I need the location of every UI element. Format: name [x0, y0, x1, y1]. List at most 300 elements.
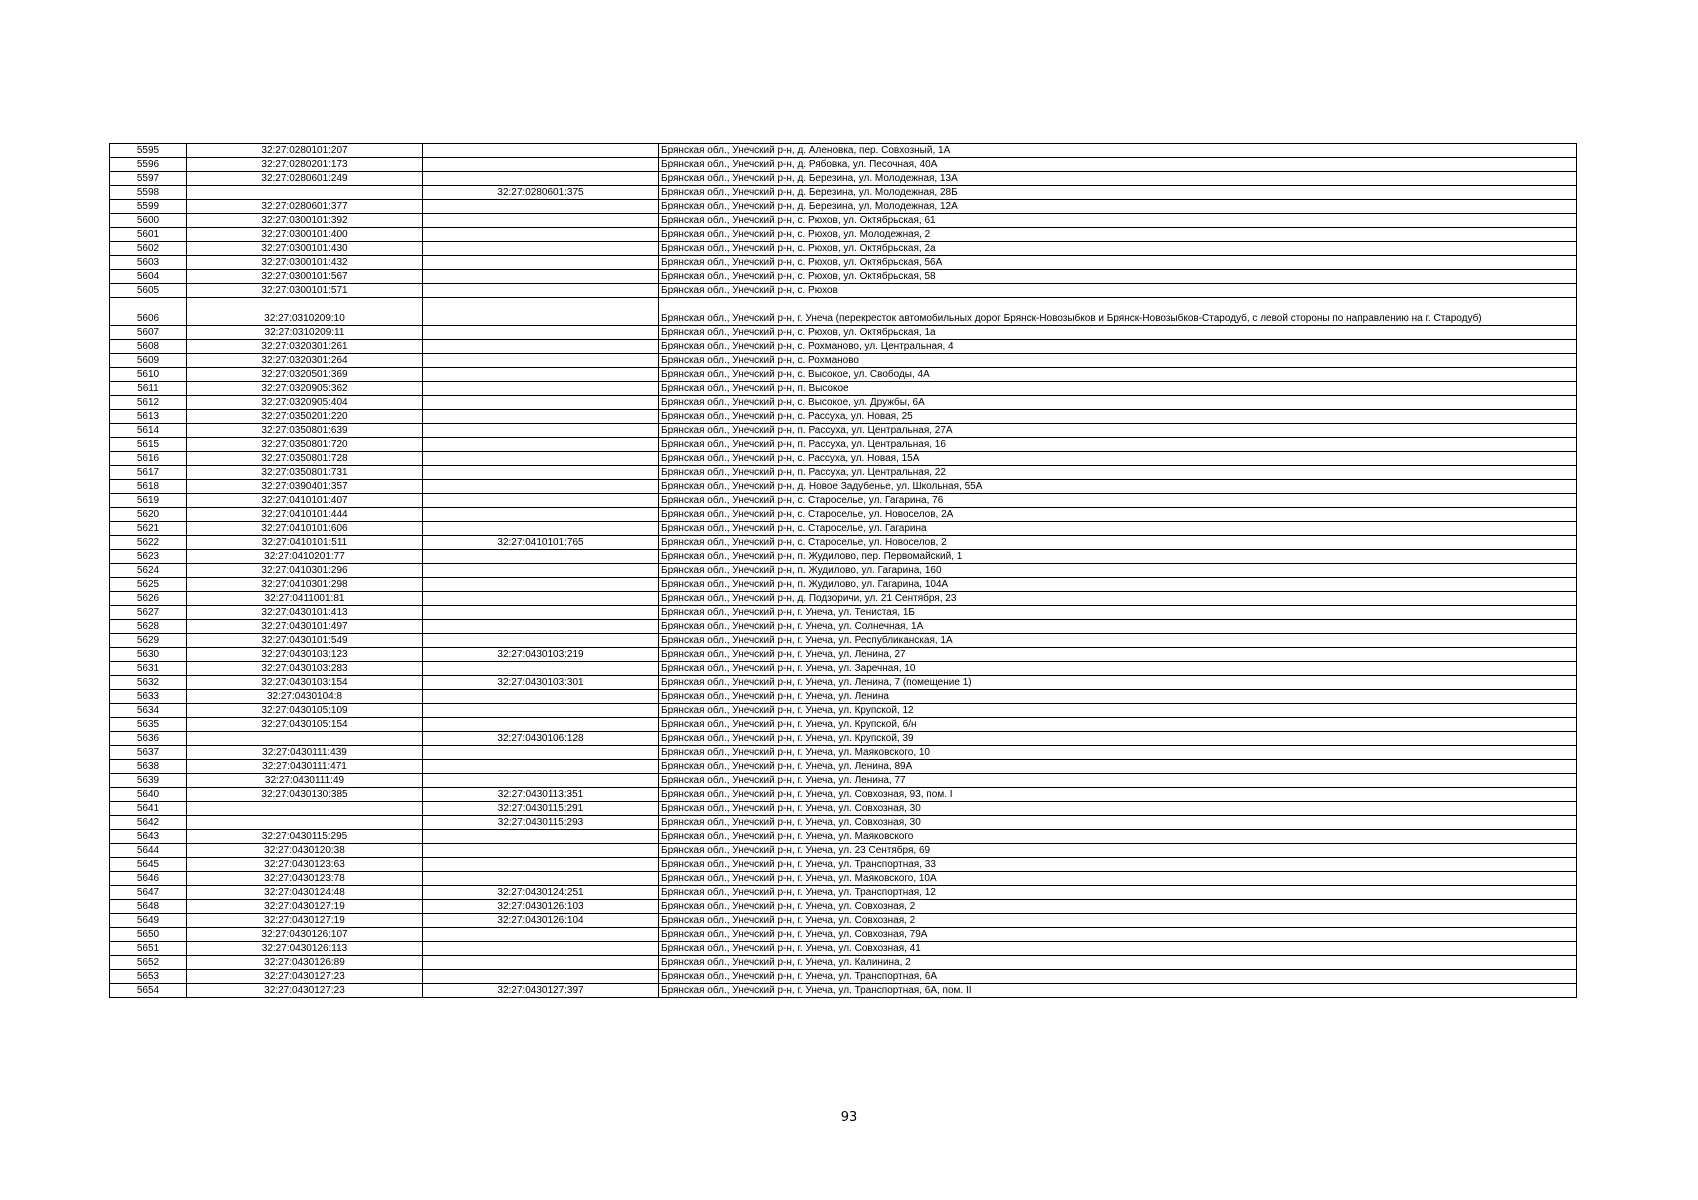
row-number-cell: 5650 — [110, 928, 187, 942]
row-number-cell: 5618 — [110, 480, 187, 494]
table-row — [110, 438, 1577, 452]
table-row — [110, 774, 1577, 788]
row-number-cell: 5642 — [110, 816, 187, 830]
table-row — [110, 718, 1577, 732]
address-cell: Брянская обл., Унечский р-н, г. Унеча, ул. Ленина, 89А — [659, 760, 1577, 774]
row-number-cell: 5612 — [110, 396, 187, 410]
related-cadastral-number-cell — [423, 760, 659, 774]
table-row — [110, 242, 1577, 256]
cadastral-number-cell: 32:27:0320501:369 — [187, 368, 423, 382]
cadastral-number-cell: 32:27:0430101:413 — [187, 606, 423, 620]
related-cadastral-number-cell — [423, 662, 659, 676]
cadastral-number-cell: 32:27:0430111:471 — [187, 760, 423, 774]
cadastral-number-cell: 32:27:0411001:81 — [187, 592, 423, 606]
row-number-cell: 5595 — [110, 144, 187, 158]
related-cadastral-number-cell — [423, 634, 659, 648]
related-cadastral-number-cell: 32:27:0430103:219 — [423, 648, 659, 662]
cadastral-number-cell: 32:27:0430123:78 — [187, 872, 423, 886]
address-cell: Брянская обл., Унечский р-н, г. Унеча, ул. Калинина, 2 — [659, 956, 1577, 970]
cadastral-number-cell: 32:27:0350801:720 — [187, 438, 423, 452]
related-cadastral-number-cell: 32:27:0430126:103 — [423, 900, 659, 914]
row-number-cell: 5601 — [110, 228, 187, 242]
cadastral-number-cell — [187, 816, 423, 830]
row-number-cell: 5609 — [110, 354, 187, 368]
table-row — [110, 172, 1577, 186]
table-row — [110, 564, 1577, 578]
table-row — [110, 970, 1577, 984]
row-number-cell: 5620 — [110, 508, 187, 522]
cadastral-number-cell: 32:27:0310209:10 — [187, 298, 423, 326]
cadastral-number-cell: 32:27:0430105:154 — [187, 718, 423, 732]
cadastral-number-cell — [187, 802, 423, 816]
address-cell: Брянская обл., Унечский р-н, с. Рюхов, ул. Октябрьская, 58 — [659, 270, 1577, 284]
table-row — [110, 620, 1577, 634]
address-cell: Брянская обл., Унечский р-н, с. Староселье, ул. Новоселов, 2 — [659, 536, 1577, 550]
address-cell: Брянская обл., Унечский р-н, г. Унеча, ул. 23 Сентября, 69 — [659, 844, 1577, 858]
cadastral-number-cell: 32:27:0300101:400 — [187, 228, 423, 242]
table-row — [110, 648, 1577, 662]
related-cadastral-number-cell — [423, 410, 659, 424]
row-number-cell: 5603 — [110, 256, 187, 270]
table-row — [110, 928, 1577, 942]
address-cell: Брянская обл., Унечский р-н, г. Унеча, ул. Транспортная, 33 — [659, 858, 1577, 872]
address-cell: Брянская обл., Унечский р-н, г. Унеча, ул. Солнечная, 1А — [659, 620, 1577, 634]
row-number-cell: 5606 — [110, 298, 187, 326]
row-number-cell: 5621 — [110, 522, 187, 536]
address-cell: Брянская обл., Унечский р-н, г. Унеча, ул. Заречная, 10 — [659, 662, 1577, 676]
row-number-cell: 5639 — [110, 774, 187, 788]
table-row — [110, 802, 1577, 816]
related-cadastral-number-cell: 32:27:0430103:301 — [423, 676, 659, 690]
related-cadastral-number-cell: 32:27:0280601:375 — [423, 186, 659, 200]
table-row — [110, 704, 1577, 718]
property-table-body — [110, 144, 1577, 998]
address-cell: Брянская обл., Унечский р-н, г. Унеча, ул. Крупской, б/н — [659, 718, 1577, 732]
cadastral-number-cell: 32:27:0410101:606 — [187, 522, 423, 536]
table-row — [110, 578, 1577, 592]
address-cell: Брянская обл., Унечский р-н, г. Унеча, ул. Совхозная, 41 — [659, 942, 1577, 956]
cadastral-number-cell: 32:27:0410101:407 — [187, 494, 423, 508]
related-cadastral-number-cell — [423, 340, 659, 354]
related-cadastral-number-cell — [423, 942, 659, 956]
row-number-cell: 5628 — [110, 620, 187, 634]
table-row — [110, 480, 1577, 494]
address-cell: Брянская обл., Унечский р-н, д. Березина, ул. Молодежная, 12А — [659, 200, 1577, 214]
row-number-cell: 5619 — [110, 494, 187, 508]
address-cell: Брянская обл., Унечский р-н, г. Унеча, ул. Ленина, 27 — [659, 648, 1577, 662]
table-row — [110, 592, 1577, 606]
address-cell: Брянская обл., Унечский р-н, г. Унеча, ул. Транспортная, 6А — [659, 970, 1577, 984]
table-row — [110, 508, 1577, 522]
table-row — [110, 690, 1577, 704]
table-row — [110, 872, 1577, 886]
table-row — [110, 256, 1577, 270]
address-cell: Брянская обл., Унечский р-н, п. Высокое — [659, 382, 1577, 396]
related-cadastral-number-cell — [423, 522, 659, 536]
related-cadastral-number-cell: 32:27:0430106:128 — [423, 732, 659, 746]
table-row — [110, 732, 1577, 746]
related-cadastral-number-cell — [423, 690, 659, 704]
address-cell: Брянская обл., Унечский р-н, п. Рассуха, ул. Центральная, 27А — [659, 424, 1577, 438]
address-cell: Брянская обл., Унечский р-н, с. Рюхов, ул. Октябрьская, 56А — [659, 256, 1577, 270]
address-cell: Брянская обл., Унечский р-н, г. Унеча, ул. Совхозная, 2 — [659, 914, 1577, 928]
cadastral-number-cell: 32:27:0430123:63 — [187, 858, 423, 872]
address-cell: Брянская обл., Унечский р-н, с. Рохманово — [659, 354, 1577, 368]
address-cell: Брянская обл., Унечский р-н, с. Рюхов, ул. Октябрьская, 2а — [659, 242, 1577, 256]
address-cell: Брянская обл., Унечский р-н, г. Унеча, ул. Тенистая, 1Б — [659, 606, 1577, 620]
cadastral-number-cell: 32:27:0430127:23 — [187, 984, 423, 998]
cadastral-number-cell: 32:27:0430120:38 — [187, 844, 423, 858]
address-cell: Брянская обл., Унечский р-н, с. Рассуха, ул. Новая, 15А — [659, 452, 1577, 466]
related-cadastral-number-cell — [423, 270, 659, 284]
related-cadastral-number-cell — [423, 774, 659, 788]
table-row — [110, 144, 1577, 158]
cadastral-number-cell: 32:27:0320301:264 — [187, 354, 423, 368]
table-row — [110, 340, 1577, 354]
related-cadastral-number-cell — [423, 872, 659, 886]
table-row — [110, 158, 1577, 172]
row-number-cell: 5615 — [110, 438, 187, 452]
address-cell: Брянская обл., Унечский р-н, д. Березина, ул. Молодежная, 28Б — [659, 186, 1577, 200]
row-number-cell: 5640 — [110, 788, 187, 802]
table-row — [110, 382, 1577, 396]
address-cell: Брянская обл., Унечский р-н, п. Жудилово, пер. Первомайский, 1 — [659, 550, 1577, 564]
related-cadastral-number-cell: 32:27:0430126:104 — [423, 914, 659, 928]
table-row — [110, 760, 1577, 774]
cadastral-number-cell: 32:27:0430130:385 — [187, 788, 423, 802]
table-row — [110, 788, 1577, 802]
cadastral-number-cell: 32:27:0350201:220 — [187, 410, 423, 424]
table-row — [110, 676, 1577, 690]
related-cadastral-number-cell — [423, 718, 659, 732]
cadastral-number-cell: 32:27:0410101:511 — [187, 536, 423, 550]
address-cell: Брянская обл., Унечский р-н, п. Рассуха, ул. Центральная, 22 — [659, 466, 1577, 480]
address-cell: Брянская обл., Унечский р-н, с. Рюхов, ул. Октябрьская, 1а — [659, 326, 1577, 340]
cadastral-number-cell: 32:27:0430103:283 — [187, 662, 423, 676]
row-number-cell: 5630 — [110, 648, 187, 662]
related-cadastral-number-cell — [423, 844, 659, 858]
address-cell: Брянская обл., Унечский р-н, г. Унеча, ул. Республиканская, 1А — [659, 634, 1577, 648]
table-row — [110, 844, 1577, 858]
row-number-cell: 5614 — [110, 424, 187, 438]
address-cell: Брянская обл., Унечский р-н, г. Унеча, ул. Совхозная, 79А — [659, 928, 1577, 942]
address-cell: Брянская обл., Унечский р-н, г. Унеча, ул. Крупской, 39 — [659, 732, 1577, 746]
table-row — [110, 270, 1577, 284]
cadastral-number-cell: 32:27:0300101:567 — [187, 270, 423, 284]
related-cadastral-number-cell — [423, 284, 659, 298]
row-number-cell: 5652 — [110, 956, 187, 970]
related-cadastral-number-cell — [423, 354, 659, 368]
related-cadastral-number-cell — [423, 214, 659, 228]
property-table — [109, 143, 1577, 998]
row-number-cell: 5635 — [110, 718, 187, 732]
cadastral-number-cell: 32:27:0350801:731 — [187, 466, 423, 480]
address-cell: Брянская обл., Унечский р-н, с. Староселье, ул. Гагарина, 76 — [659, 494, 1577, 508]
cadastral-number-cell — [187, 186, 423, 200]
address-cell: Брянская обл., Унечский р-н, с. Рюхов, ул. Октябрьская, 61 — [659, 214, 1577, 228]
table-row — [110, 886, 1577, 900]
row-number-cell: 5644 — [110, 844, 187, 858]
address-cell: Брянская обл., Унечский р-н, г. Унеча, ул. Ленина, 7 (помещение 1) — [659, 676, 1577, 690]
row-number-cell: 5651 — [110, 942, 187, 956]
cadastral-number-cell: 32:27:0300101:571 — [187, 284, 423, 298]
address-cell: Брянская обл., Унечский р-н, д. Новое Задубенье, ул. Школьная, 55А — [659, 480, 1577, 494]
cadastral-number-cell: 32:27:0410301:296 — [187, 564, 423, 578]
address-cell: Брянская обл., Унечский р-н, г. Унеча, ул. Ленина, 77 — [659, 774, 1577, 788]
row-number-cell: 5608 — [110, 340, 187, 354]
table-row — [110, 396, 1577, 410]
table-row — [110, 214, 1577, 228]
row-number-cell: 5617 — [110, 466, 187, 480]
cadastral-number-cell: 32:27:0430111:439 — [187, 746, 423, 760]
row-number-cell: 5631 — [110, 662, 187, 676]
related-cadastral-number-cell — [423, 858, 659, 872]
cadastral-number-cell: 32:27:0310209:11 — [187, 326, 423, 340]
cadastral-number-cell: 32:27:0350801:639 — [187, 424, 423, 438]
address-cell: Брянская обл., Унечский р-н, п. Жудилово, ул. Гагарина, 160 — [659, 564, 1577, 578]
table-row — [110, 984, 1577, 998]
cadastral-number-cell: 32:27:0430103:123 — [187, 648, 423, 662]
address-cell: Брянская обл., Унечский р-н, г. Унеча, ул. Маяковского — [659, 830, 1577, 844]
cadastral-number-cell: 32:27:0430111:49 — [187, 774, 423, 788]
table-row — [110, 522, 1577, 536]
related-cadastral-number-cell — [423, 480, 659, 494]
table-row — [110, 284, 1577, 298]
address-cell: Брянская обл., Унечский р-н, г. Унеча, ул. Ленина — [659, 690, 1577, 704]
address-cell: Брянская обл., Унечский р-н, г. Унеча, ул. Совхозная, 93, пом. I — [659, 788, 1577, 802]
address-cell: Брянская обл., Унечский р-н, г. Унеча, ул. Маяковского, 10А — [659, 872, 1577, 886]
related-cadastral-number-cell — [423, 928, 659, 942]
row-number-cell: 5610 — [110, 368, 187, 382]
related-cadastral-number-cell — [423, 256, 659, 270]
related-cadastral-number-cell: 32:27:0430124:251 — [423, 886, 659, 900]
row-number-cell: 5624 — [110, 564, 187, 578]
address-cell: Брянская обл., Унечский р-н, с. Староселье, ул. Гагарина — [659, 522, 1577, 536]
related-cadastral-number-cell — [423, 200, 659, 214]
address-cell: Брянская обл., Унечский р-н, д. Подзоричи, ул. 21 Сентября, 23 — [659, 592, 1577, 606]
related-cadastral-number-cell — [423, 466, 659, 480]
address-cell: Брянская обл., Унечский р-н, с. Рассуха, ул. Новая, 25 — [659, 410, 1577, 424]
table-row — [110, 410, 1577, 424]
related-cadastral-number-cell — [423, 172, 659, 186]
table-row — [110, 228, 1577, 242]
address-cell: Брянская обл., Унечский р-н, п. Рассуха, ул. Центральная, 16 — [659, 438, 1577, 452]
cadastral-number-cell: 32:27:0280101:207 — [187, 144, 423, 158]
cadastral-number-cell: 32:27:0300101:430 — [187, 242, 423, 256]
related-cadastral-number-cell — [423, 746, 659, 760]
row-number-cell: 5598 — [110, 186, 187, 200]
address-cell: Брянская обл., Унечский р-н, г. Унеча, ул. Маяковского, 10 — [659, 746, 1577, 760]
related-cadastral-number-cell: 32:27:0430115:293 — [423, 816, 659, 830]
row-number-cell: 5597 — [110, 172, 187, 186]
address-cell: Брянская обл., Унечский р-н, г. Унеча, ул. Транспортная, 12 — [659, 886, 1577, 900]
cadastral-number-cell: 32:27:0430127:19 — [187, 914, 423, 928]
table-row — [110, 746, 1577, 760]
address-cell: Брянская обл., Унечский р-н, г. Унеча, ул. Совхозная, 2 — [659, 900, 1577, 914]
table-row — [110, 816, 1577, 830]
related-cadastral-number-cell — [423, 494, 659, 508]
related-cadastral-number-cell — [423, 620, 659, 634]
row-number-cell: 5607 — [110, 326, 187, 340]
table-row — [110, 368, 1577, 382]
related-cadastral-number-cell — [423, 830, 659, 844]
related-cadastral-number-cell — [423, 704, 659, 718]
table-row — [110, 606, 1577, 620]
row-number-cell: 5604 — [110, 270, 187, 284]
table-row — [110, 200, 1577, 214]
row-number-cell: 5613 — [110, 410, 187, 424]
related-cadastral-number-cell — [423, 452, 659, 466]
cadastral-number-cell: 32:27:0430126:107 — [187, 928, 423, 942]
row-number-cell: 5605 — [110, 284, 187, 298]
table-row — [110, 634, 1577, 648]
related-cadastral-number-cell — [423, 578, 659, 592]
related-cadastral-number-cell — [423, 956, 659, 970]
address-cell: Брянская обл., Унечский р-н, с. Староселье, ул. Новоселов, 2А — [659, 508, 1577, 522]
cadastral-number-cell: 32:27:0280601:377 — [187, 200, 423, 214]
related-cadastral-number-cell — [423, 242, 659, 256]
row-number-cell: 5623 — [110, 550, 187, 564]
row-number-cell: 5596 — [110, 158, 187, 172]
table-row — [110, 914, 1577, 928]
table-row — [110, 494, 1577, 508]
cadastral-number-cell: 32:27:0430103:154 — [187, 676, 423, 690]
row-number-cell: 5627 — [110, 606, 187, 620]
row-number-cell: 5633 — [110, 690, 187, 704]
row-number-cell: 5641 — [110, 802, 187, 816]
address-cell: Брянская обл., Унечский р-н, г. Унеча, ул. Транспортная, 6А, пом. II — [659, 984, 1577, 998]
table-row — [110, 662, 1577, 676]
row-number-cell: 5638 — [110, 760, 187, 774]
cadastral-number-cell: 32:27:0430101:497 — [187, 620, 423, 634]
related-cadastral-number-cell — [423, 508, 659, 522]
related-cadastral-number-cell — [423, 550, 659, 564]
row-number-cell: 5629 — [110, 634, 187, 648]
related-cadastral-number-cell — [423, 368, 659, 382]
related-cadastral-number-cell — [423, 564, 659, 578]
row-number-cell: 5600 — [110, 214, 187, 228]
row-number-cell: 5616 — [110, 452, 187, 466]
row-number-cell: 5599 — [110, 200, 187, 214]
table-row — [110, 424, 1577, 438]
table-row — [110, 186, 1577, 200]
related-cadastral-number-cell — [423, 396, 659, 410]
related-cadastral-number-cell — [423, 382, 659, 396]
cadastral-number-cell: 32:27:0430115:295 — [187, 830, 423, 844]
related-cadastral-number-cell: 32:27:0430113:351 — [423, 788, 659, 802]
related-cadastral-number-cell — [423, 606, 659, 620]
address-cell: Брянская обл., Унечский р-н, д. Березина, ул. Молодежная, 13А — [659, 172, 1577, 186]
table-row — [110, 858, 1577, 872]
table-row — [110, 298, 1577, 326]
row-number-cell: 5625 — [110, 578, 187, 592]
cadastral-number-cell: 32:27:0410101:444 — [187, 508, 423, 522]
table-row — [110, 550, 1577, 564]
row-number-cell: 5654 — [110, 984, 187, 998]
row-number-cell: 5611 — [110, 382, 187, 396]
address-cell: Брянская обл., Унечский р-н, с. Рюхов — [659, 284, 1577, 298]
cadastral-number-cell: 32:27:0390401:357 — [187, 480, 423, 494]
address-cell: Брянская обл., Унечский р-н, г. Унеча (перекресток автомобильных дорог Брянск-Новозыбков и Брянск-Новозыбков-Стародуб, с левой стороны по направлению на г. Стародуб) — [659, 298, 1577, 326]
related-cadastral-number-cell — [423, 424, 659, 438]
row-number-cell: 5637 — [110, 746, 187, 760]
related-cadastral-number-cell — [423, 298, 659, 326]
row-number-cell: 5649 — [110, 914, 187, 928]
cadastral-number-cell — [187, 732, 423, 746]
cadastral-number-cell: 32:27:0430126:113 — [187, 942, 423, 956]
related-cadastral-number-cell — [423, 228, 659, 242]
address-cell: Брянская обл., Унечский р-н, г. Унеча, ул. Крупской, 12 — [659, 704, 1577, 718]
cadastral-number-cell: 32:27:0300101:392 — [187, 214, 423, 228]
related-cadastral-number-cell: 32:27:0430127:397 — [423, 984, 659, 998]
cadastral-number-cell: 32:27:0430104:8 — [187, 690, 423, 704]
table-row — [110, 326, 1577, 340]
related-cadastral-number-cell — [423, 326, 659, 340]
related-cadastral-number-cell — [423, 158, 659, 172]
related-cadastral-number-cell — [423, 592, 659, 606]
cadastral-number-cell: 32:27:0430101:549 — [187, 634, 423, 648]
address-cell: Брянская обл., Унечский р-н, с. Рюхов, ул. Молодежная, 2 — [659, 228, 1577, 242]
related-cadastral-number-cell — [423, 970, 659, 984]
address-cell: Брянская обл., Унечский р-н, д. Аленовка, пер. Совхозный, 1А — [659, 144, 1577, 158]
cadastral-number-cell: 32:27:0430124:48 — [187, 886, 423, 900]
address-cell: Брянская обл., Унечский р-н, г. Унеча, ул. Совхозная, 30 — [659, 816, 1577, 830]
row-number-cell: 5636 — [110, 732, 187, 746]
cadastral-number-cell: 32:27:0430105:109 — [187, 704, 423, 718]
address-cell: Брянская обл., Унечский р-н, п. Жудилово, ул. Гагарина, 104А — [659, 578, 1577, 592]
row-number-cell: 5602 — [110, 242, 187, 256]
table-row — [110, 452, 1577, 466]
cadastral-number-cell: 32:27:0430127:23 — [187, 970, 423, 984]
table-row — [110, 900, 1577, 914]
address-cell: Брянская обл., Унечский р-н, д. Рябовка, ул. Песочная, 40А — [659, 158, 1577, 172]
address-cell: Брянская обл., Унечский р-н, г. Унеча, ул. Совхозная, 30 — [659, 802, 1577, 816]
address-cell: Брянская обл., Унечский р-н, с. Высокое, ул. Свободы, 4А — [659, 368, 1577, 382]
cadastral-number-cell: 32:27:0320301:261 — [187, 340, 423, 354]
address-cell: Брянская обл., Унечский р-н, с. Высокое, ул. Дружбы, 6А — [659, 396, 1577, 410]
related-cadastral-number-cell — [423, 144, 659, 158]
cadastral-number-cell: 32:27:0300101:432 — [187, 256, 423, 270]
cadastral-number-cell: 32:27:0430126:89 — [187, 956, 423, 970]
row-number-cell: 5622 — [110, 536, 187, 550]
row-number-cell: 5634 — [110, 704, 187, 718]
related-cadastral-number-cell: 32:27:0410101:765 — [423, 536, 659, 550]
table-row — [110, 354, 1577, 368]
cadastral-number-cell: 32:27:0410301:298 — [187, 578, 423, 592]
table-row — [110, 956, 1577, 970]
cadastral-number-cell: 32:27:0410201:77 — [187, 550, 423, 564]
row-number-cell: 5645 — [110, 858, 187, 872]
row-number-cell: 5632 — [110, 676, 187, 690]
row-number-cell: 5626 — [110, 592, 187, 606]
table-row — [110, 536, 1577, 550]
related-cadastral-number-cell: 32:27:0430115:291 — [423, 802, 659, 816]
row-number-cell: 5643 — [110, 830, 187, 844]
cadastral-number-cell: 32:27:0280601:249 — [187, 172, 423, 186]
address-cell: Брянская обл., Унечский р-н, с. Рохманово, ул. Центральная, 4 — [659, 340, 1577, 354]
cadastral-number-cell: 32:27:0320905:362 — [187, 382, 423, 396]
related-cadastral-number-cell — [423, 438, 659, 452]
page-number: 93 — [840, 1110, 858, 1125]
row-number-cell: 5648 — [110, 900, 187, 914]
cadastral-number-cell: 32:27:0280201:173 — [187, 158, 423, 172]
row-number-cell: 5647 — [110, 886, 187, 900]
table-row — [110, 942, 1577, 956]
table-row — [110, 830, 1577, 844]
row-number-cell: 5646 — [110, 872, 187, 886]
cadastral-number-cell: 32:27:0350801:728 — [187, 452, 423, 466]
table-row — [110, 466, 1577, 480]
